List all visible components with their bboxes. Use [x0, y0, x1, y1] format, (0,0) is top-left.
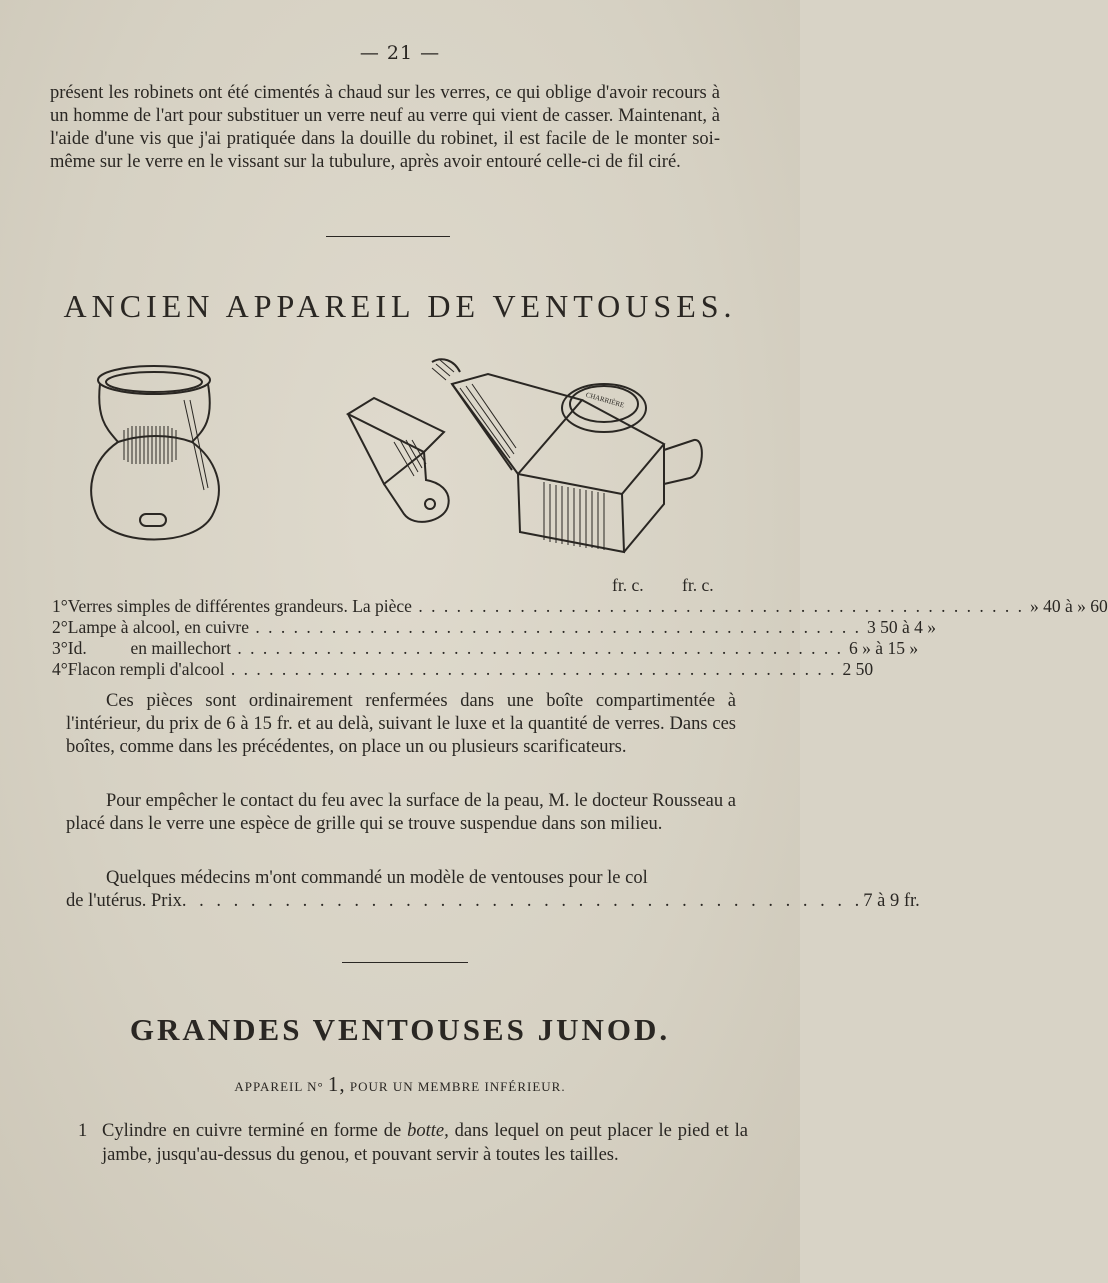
price-row [52, 638, 919, 659]
lamp-maker-stamp: CHARRIÈRE [584, 390, 626, 410]
section-title-junod: GRANDES VENTOUSES JUNOD. [129, 1012, 671, 1047]
price-row-label: Verres simples de différentes grandeurs. La pièce . . . [68, 596, 1024, 617]
item-text-start: Cylindre en cuivre terminé en forme de [102, 1121, 402, 1141]
apparatus-subtitle [0, 1072, 800, 1097]
paragraph-uterus-line1: Quelques médecins m'ont commandé un modèle de ventouses pour le col [106, 868, 648, 888]
price-row [52, 659, 874, 680]
price-row-index: 1° [52, 596, 68, 616]
price-row-label: Lampe à alcool, en cuivre . . . [68, 617, 861, 638]
subtitle-prefix: APPAREIL N° [234, 1079, 324, 1094]
price-col-header-1: fr. c. [612, 575, 644, 595]
item-text-emphasis: botte, [407, 1121, 449, 1141]
price-row-value: 3 50 à 4 » [866, 617, 937, 637]
price-table-header [52, 575, 742, 596]
price-row-index: 3° [52, 638, 68, 658]
price-row-label: Flacon rempli d'alcool . . . [68, 659, 837, 680]
item-1 [78, 1120, 748, 1167]
item-number: 1 [78, 1121, 88, 1141]
price-row-index: 4° [52, 659, 68, 679]
leader-dots: . . . . . . . . . . . . . . . . . . . . . . . . . . . . . . . . . . . . . . . . [181, 891, 864, 911]
alcohol-lamp-illustration [424, 354, 709, 554]
price-row-value: » 40 à » 60 [1029, 596, 1108, 616]
cupping-glass-illustration [82, 360, 232, 550]
price-col-header-2: fr. c. [682, 575, 714, 595]
uterus-price-label: de l'utérus. Prix [66, 891, 182, 911]
price-row-value: 2 50 [842, 659, 874, 679]
price-table [52, 575, 1108, 680]
uterus-price-value: 7 à 9 fr. [863, 891, 920, 911]
paragraph-uterus [66, 867, 920, 913]
section-divider [342, 962, 468, 963]
item-text [102, 1120, 748, 1167]
price-row [52, 596, 1108, 617]
price-row [52, 617, 937, 638]
page-number: — 21 — [359, 42, 441, 64]
price-row-label: Id. en maillechort . . . [68, 638, 843, 659]
item-text-end: dans lequel on peut placer le pied et la jambe, jusqu'au-dessus du genou, et pouvant servir à toutes les tailles. [102, 1121, 749, 1165]
price-row-index: 2° [52, 617, 68, 637]
section-divider [326, 236, 450, 237]
subtitle-suffix: POUR UN MEMBRE INFÉRIEUR. [349, 1079, 566, 1094]
subtitle-number: 1, [327, 1072, 346, 1096]
paragraph-boxes: Ces pièces sont ordinairement renfermées dans une boîte compartimentée à l'intérieur, du prix de 6 à 15 fr. et au delà, suivant le luxe et la quantité de verres. Dans ces boîtes, comme dans les précédentes, on place un ou plusieurs scarificateurs. [66, 691, 736, 757]
section-title-ancien: ANCIEN APPAREIL DE VENTOUSES. [63, 288, 737, 324]
intro-paragraph: présent les robinets ont été cimentés à chaud sur les verres, ce qui oblige d'avoir recours à un homme de l'art pour substituer un verre neuf au verre qui vient de casser. Maintenant, à l'aide d'une vis que j'ai pratiquée dans la douille du robinet, il est facile de le monter soi-même sur le verre en le vissant sur la tubulure, après avoir entouré celle-ci de fil ciré. [50, 83, 720, 172]
paragraph-rousseau: Pour empêcher le contact du feu avec la surface de la peau, M. le docteur Rousseau a placé dans le verre une espèce de grille qui se trouve suspendue dans son milieu. [66, 791, 736, 834]
price-row-value: 6 » à 15 » [849, 638, 919, 658]
paragraph-uterus-line2 [66, 890, 920, 913]
